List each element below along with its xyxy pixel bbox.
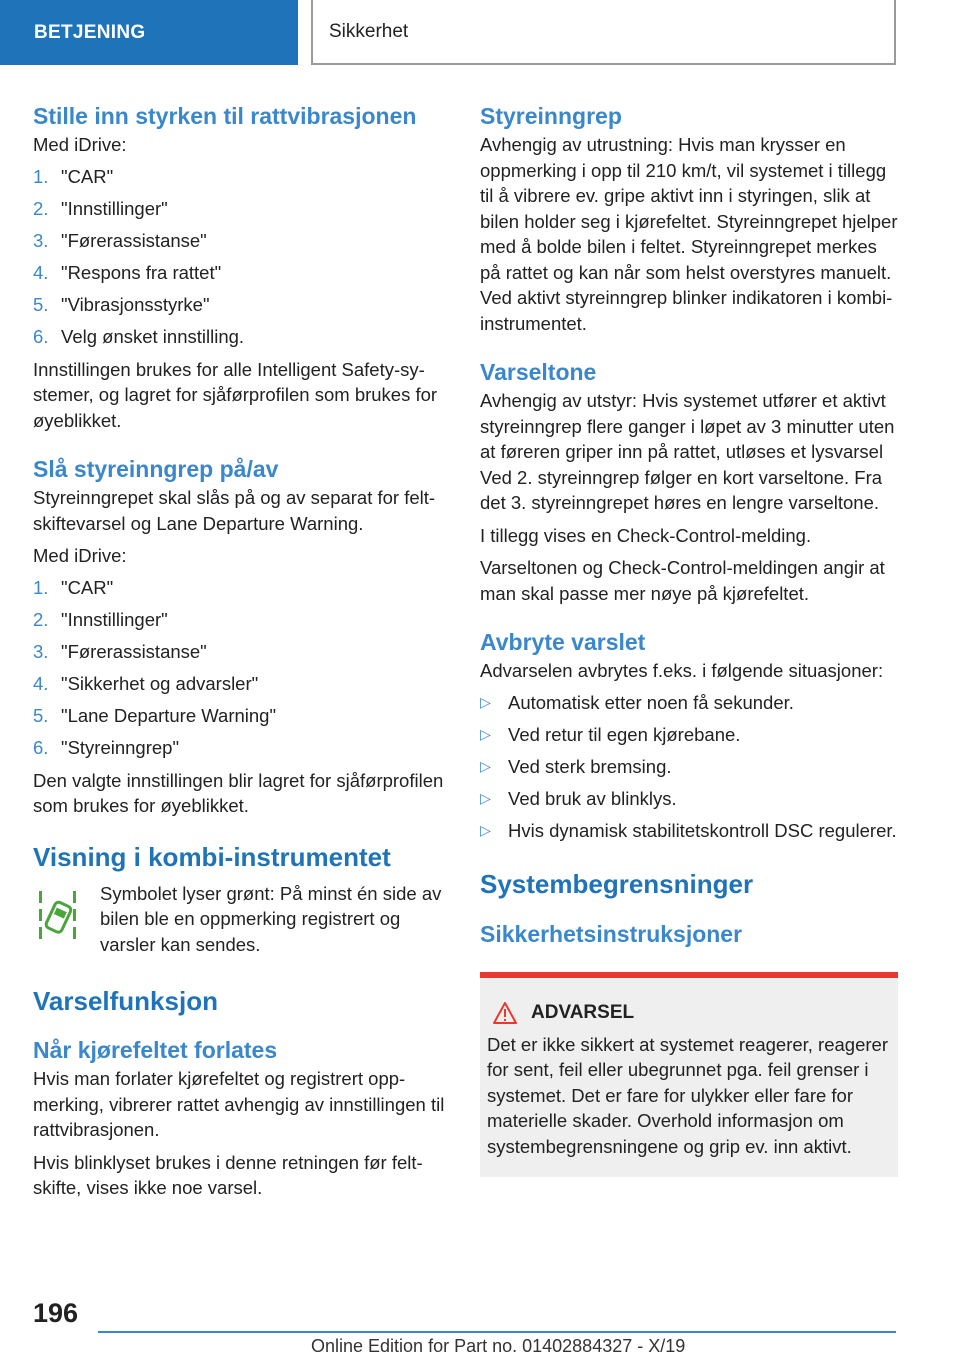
- left-column: [33, 100, 453, 1201]
- steering-text: Avhengig av utrustning: Hvis man krysser en oppmerking i opp til 210 km/t, vil systemet i tillegg til å vibrere ev. gripe aktivt inn i styringen, slik at bilen holder seg i kjørefeltet. Styreinngrepet hjelper med å bolde bilen i feltet. Styreinngrepet merkes på rattet og kan når som helst overstyres manuelt. Ved aktivt styreinngrep blinker indikatoren i kombi-instrumentet.: [480, 134, 898, 334]
- list-item: ▷ Automatisk etter noen få sekunder.: [480, 690, 898, 716]
- limits-heading: Systembegrensninger: [480, 868, 754, 899]
- warning-function-heading: Varselfunksjon: [33, 986, 218, 1016]
- list-item: 1. "CAR": [33, 577, 114, 598]
- list-item: ▷ Hvis dynamisk stabilitetskontroll DSC regulerer.: [480, 818, 898, 844]
- warning-box: [480, 972, 898, 1178]
- warning-title: ADVARSEL: [487, 1000, 888, 1026]
- edition-text: Online Edition for Part no. 01402884327 - X/19: [311, 1336, 686, 1356]
- list-item: ▷ Ved bruk av blinklys.: [480, 786, 898, 812]
- lane-leaving-turn-signal-text: Hvis blinklyset brukes i denne retningen før feltskifte, vises ikke noe varsel.: [33, 1151, 423, 1198]
- safety-instructions-heading: Sikkerhetsinstruksjoner: [480, 920, 743, 947]
- steering-toggle-heading: Slå styreinngrep på/av: [33, 456, 279, 482]
- list-item: 3. "Førerassistanse": [33, 230, 207, 251]
- lane-leaving-text: Hvis man forlater kjørefeltet og registrert oppmerking, vibrerer rattet avhengig av innstillingen til rattvibrasjonen.: [33, 1068, 445, 1140]
- symbol-description: Symbolet lyser grønt: På minst én side av bilen ble en oppmerking registrert og varsler kan sendes.: [100, 882, 442, 955]
- list-item: 2. "Innstillinger": [33, 609, 168, 630]
- bullet-triangle-icon: ▷: [480, 822, 491, 838]
- bullet-triangle-icon: ▷: [480, 790, 491, 806]
- lane-departure-icon: [33, 881, 100, 951]
- display-heading: Visning i kombi-instrumentet: [33, 841, 391, 872]
- warning-text: Det er ikke sikkert at systemet reagerer, reagerer for sent, feil eller ubegrunnet pga. feil grenser i systemet. Det er fare for ulykker eller fare for materielle skader. Overhold informasjon om systembegrensningene og grip ev. inn aktivt.: [487, 1033, 888, 1157]
- steering-toggle-note: Den valgte innstillingen blir lagret for sjåførprofilen som brukes for øyeblikket.: [33, 769, 444, 816]
- bullet-triangle-icon: ▷: [480, 758, 491, 774]
- vibration-heading: Stille inn styrken til rattvibrasjonen: [33, 103, 417, 129]
- list-item: 4. "Respons fra rattet": [33, 262, 222, 283]
- steering-toggle-text: Styreinngrepet skal slås på og av separat for feltskiftevarsel og Lane Departure Warning.: [33, 487, 436, 534]
- lane-leaving-heading: Når kjørefeltet forlates: [33, 1037, 278, 1063]
- list-item: 5. "Lane Departure Warning": [33, 705, 277, 726]
- warning-triangle-icon: [493, 1002, 517, 1024]
- header-chapter-label: [311, 0, 896, 65]
- warning-tone-heading: Varseltone: [480, 359, 597, 385]
- steering-toggle-intro: Med iDrive:: [33, 545, 127, 566]
- warning-tone-note: Varseltonen og Check-Control-meldingen angir at man skal passe mer nøye på kjørefeltet.: [480, 557, 885, 604]
- check-control-text: I tillegg vises en Check-Control-melding.: [480, 524, 812, 546]
- symbol-row: [33, 881, 453, 958]
- header-section-label: [0, 0, 298, 65]
- list-item: ▷ Ved retur til egen kjørebane.: [480, 722, 898, 748]
- right-column: [480, 100, 898, 1177]
- footer-divider: [98, 1331, 896, 1333]
- chapter-name: Sikkerhet: [329, 20, 409, 42]
- warning-tone-text: Avhengig av utstyr: Hvis systemet utfører et aktivt styreinngrep flere ganger i løpet av 3 minutter uten at føreren griper inn på rattet, utløses et lysvarsel Ved 2. styreinngrep følger en kort varseltone. Fra det 3. styreinngrepet høres en lengre varseltone.: [480, 390, 895, 513]
- list-item: 5. "Vibrasjonsstyrke": [33, 294, 210, 315]
- list-item: 1. "CAR": [33, 166, 114, 187]
- bullet-triangle-icon: ▷: [480, 726, 491, 742]
- list-item: ▷ Ved sterk bremsing.: [480, 754, 898, 780]
- vibration-note: Innstillingen brukes for alle Intelligent Safety-systemer, og lagret for sjåførprofilen som brukes for øyeblikket.: [33, 358, 438, 431]
- page-number: 196: [33, 1298, 79, 1328]
- list-item: 3. "Førerassistanse": [33, 641, 207, 662]
- steering-heading: Styreinngrep: [480, 103, 622, 129]
- bullet-triangle-icon: ▷: [480, 694, 491, 710]
- steering-toggle-steps: [33, 575, 453, 761]
- cancel-list: [480, 690, 898, 844]
- cancel-heading: Avbryte varslet: [480, 629, 646, 655]
- vibration-intro: Med iDrive:: [33, 134, 127, 155]
- vibration-steps: [33, 164, 453, 350]
- section-name: BETJENING: [34, 21, 146, 43]
- list-item: 4. "Sikkerhet og advarsler": [33, 673, 259, 694]
- list-item: 6. "Styreinngrep": [33, 737, 180, 758]
- cancel-intro: Advarselen avbrytes f.eks. i følgende situasjoner:: [480, 660, 884, 681]
- list-item: 6. Velg ønsket innstilling.: [33, 326, 245, 347]
- list-item: 2. "Innstillinger": [33, 198, 168, 219]
